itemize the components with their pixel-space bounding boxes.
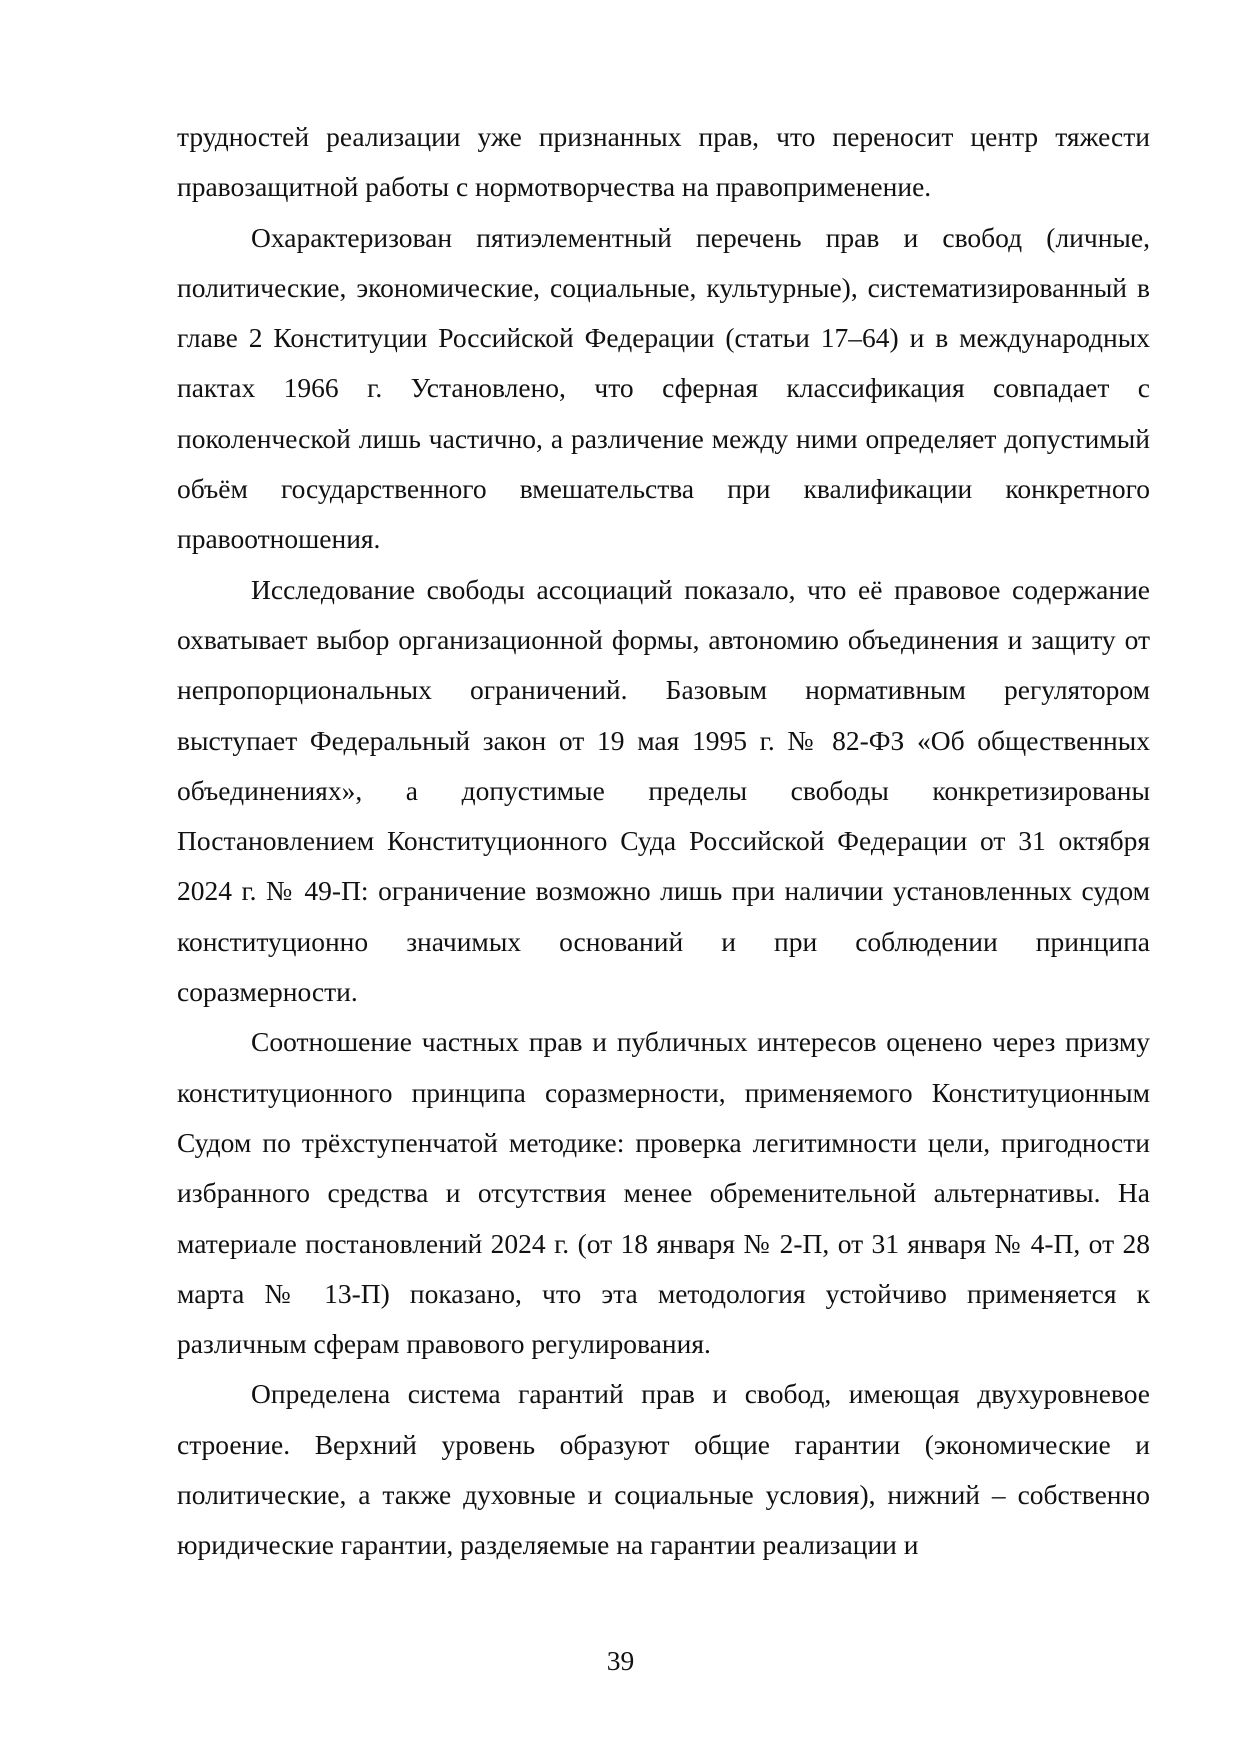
body-text — [177, 112, 1150, 1571]
paragraph-guarantees: Определена система гарантий прав и свобод, имеющая двухуровневое строение. Верхний уровень образуют общие гарантии (экономические и политические, а также духовные и социальные условия), нижний – собственно юридические гарантии, разделяемые на гарантии реализации и — [177, 1378, 1150, 1561]
paragraph-freedom-of-association: Исследование свободы ассоциаций показало, что её правовое содержание охватывает выбор организационной формы, автономию объединения и защиту от непропорциональных ограничений. Базовым нормативным регулятором выступает Федеральный закон от 19 мая 1995 г. № 82-ФЗ «Об общественных объединениях», а допустимые пределы свободы конкретизированы Постановлением Конституционного Суда Российской Федерации от 31 октября 2024 г. № 49-П: ограничение возможно лишь при наличии установленных судом конституционно значимых оснований и при соблюдении принципа соразмерности. — [177, 573, 1150, 1008]
page-number: 39 — [606, 1645, 635, 1676]
paragraph-continuation: трудностей реализации уже признанных прав, что переносит центр тяжести правозащитной работы с нормотворчества на правоприменение. — [177, 121, 1150, 203]
paragraph-rights-list: Охарактеризован пятиэлементный перечень прав и свобод (личные, политические, экономические, социальные, культурные), систематизированный в главе 2 Конституции Российской Федерации (статьи 17–64) и в международных пактах 1966 г. Установлено, что сферная классификация совпадает с поколенческой лишь частично, а различение между ними определяет допустимый объём государственного вмешательства при квалификации конкретного правоотношения. — [177, 221, 1150, 555]
paragraph-proportionality: Соотношение частных прав и публичных интересов оценено через призму конституционного принципа соразмерности, применяемого Конституционным Судом по трёхступенчатой методике: проверка легитимности цели, пригодности избранного средства и отсутствия менее обременительной альтернативы. На материале постановлений 2024 г. (от 18 января № 2-П, от 31 января № 4-П, от 28 марта № 13-П) показано, что эта методология устойчиво применяется к различным сферам правового регулирования. — [177, 1026, 1150, 1360]
